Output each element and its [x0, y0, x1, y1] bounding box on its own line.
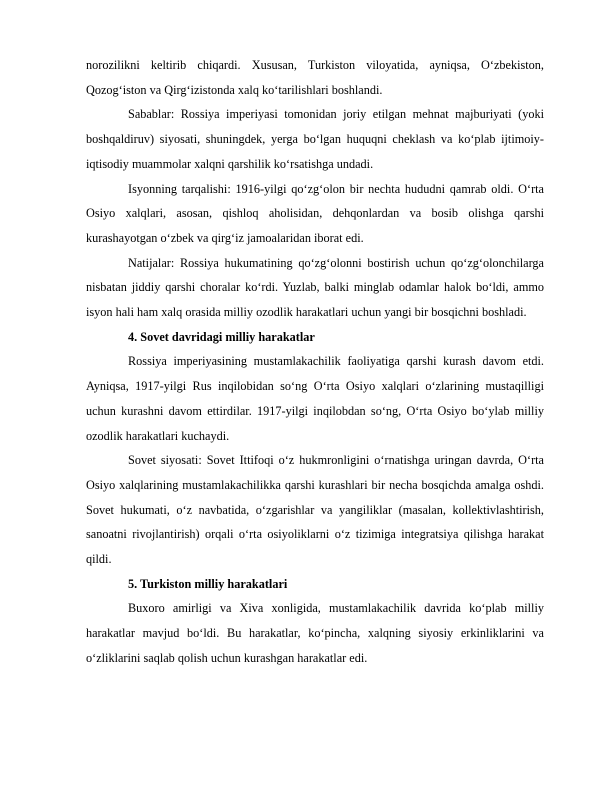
section-heading-4: 4. Sovet davridagi milliy harakatlar	[128, 329, 315, 344]
paragraph-continuation: norozilikni keltirib chiqardi. Xususan, Turkiston viloyatida, ayniqsa, O‘zbekiston, Qozog‘iston va Qirg‘izistonda xalq ko‘tarilishlari boshlandi.	[86, 58, 544, 97]
paragraph-imperiya-kurash: Rossiya imperiyasining mustamlakachilik faoliyatiga qarshi kurash davom etdi. Ayniqsa, 1917-yilgi Rus inqilobidan so‘ng O‘rta Osiyo xalqlari o‘zlarining mustaqilligi uchun kurashni davom ettirdilar. 1917-yilgi inqilobdan so‘ng, O‘rta Osiyo bo‘ylab milliy ozodlik harakatlari kuchaydi.	[86, 354, 544, 443]
paragraph-buxoro-xiva: Buxoro amirligi va Xiva xonligida, mustamlakachilik davrida ko‘plab milliy harakatlar mavjud bo‘ldi. Bu harakatlar, ko‘pincha, xalqning siyosiy erkinliklarini va o‘zliklarini saqlab qolish uchun kurashgan harakatlar edi.	[86, 601, 544, 665]
paragraph-sovet-siyosati: Sovet siyosati: Sovet Ittifoqi o‘z hukmronligini o‘rnatishga uringan davrda, O‘rta Osiyo xalqlarining mustamlakachilikka qarshi kurashlari bir necha bosqichda amalga oshdi. Sovet hukumati, o‘z navbatida, o‘zgarishlar va yangiliklar (masalan, kollektivlashtirish, sanoatni rivojlantirish) orqali o‘rta osiyoliklarni o‘z tizimiga integratsiya qilishga harakat qildi.	[86, 453, 544, 567]
paragraph-natijalar: Natijalar: Rossiya hukumatining qo‘zg‘olonni bostirish uchun qo‘zg‘olonchilarga nisbatan jiddiy qarshi choralar ko‘rdi. Yuzlab, balki minglab odamlar halok bo‘ldi, ammo isyon hali ham xalq orasida milliy ozodlik harakatlari uchun yangi bir bosqichni boshladi.	[86, 255, 544, 320]
paragraph-isyon-tarqalishi: Isyonning tarqalishi: 1916-yilgi qo‘zg‘olon bir nechta hududni qamrab oldi. O‘rta Osiyo xalqlari, asosan, qishloq aholisidan, dehqonlardan va bosib olishga qarshi kurashayotgan o‘zbek va qirg‘iz jamoalaridan iborat edi.	[86, 181, 544, 245]
document-page	[86, 53, 544, 671]
paragraph-sabablar: Sabablar: Rossiya imperiyasi tomonidan joriy etilgan mehnat majburiyati (yoki boshqaldiruv) siyosati, shuningdek, yerga bo‘lgan huquqni cheklash va ko‘plab ijtimoiy-iqtisodiy muammolar xalqni qarshilik ko‘rsatishga undadi.	[86, 107, 544, 171]
section-heading-5: 5. Turkiston milliy harakatlari	[128, 576, 288, 591]
